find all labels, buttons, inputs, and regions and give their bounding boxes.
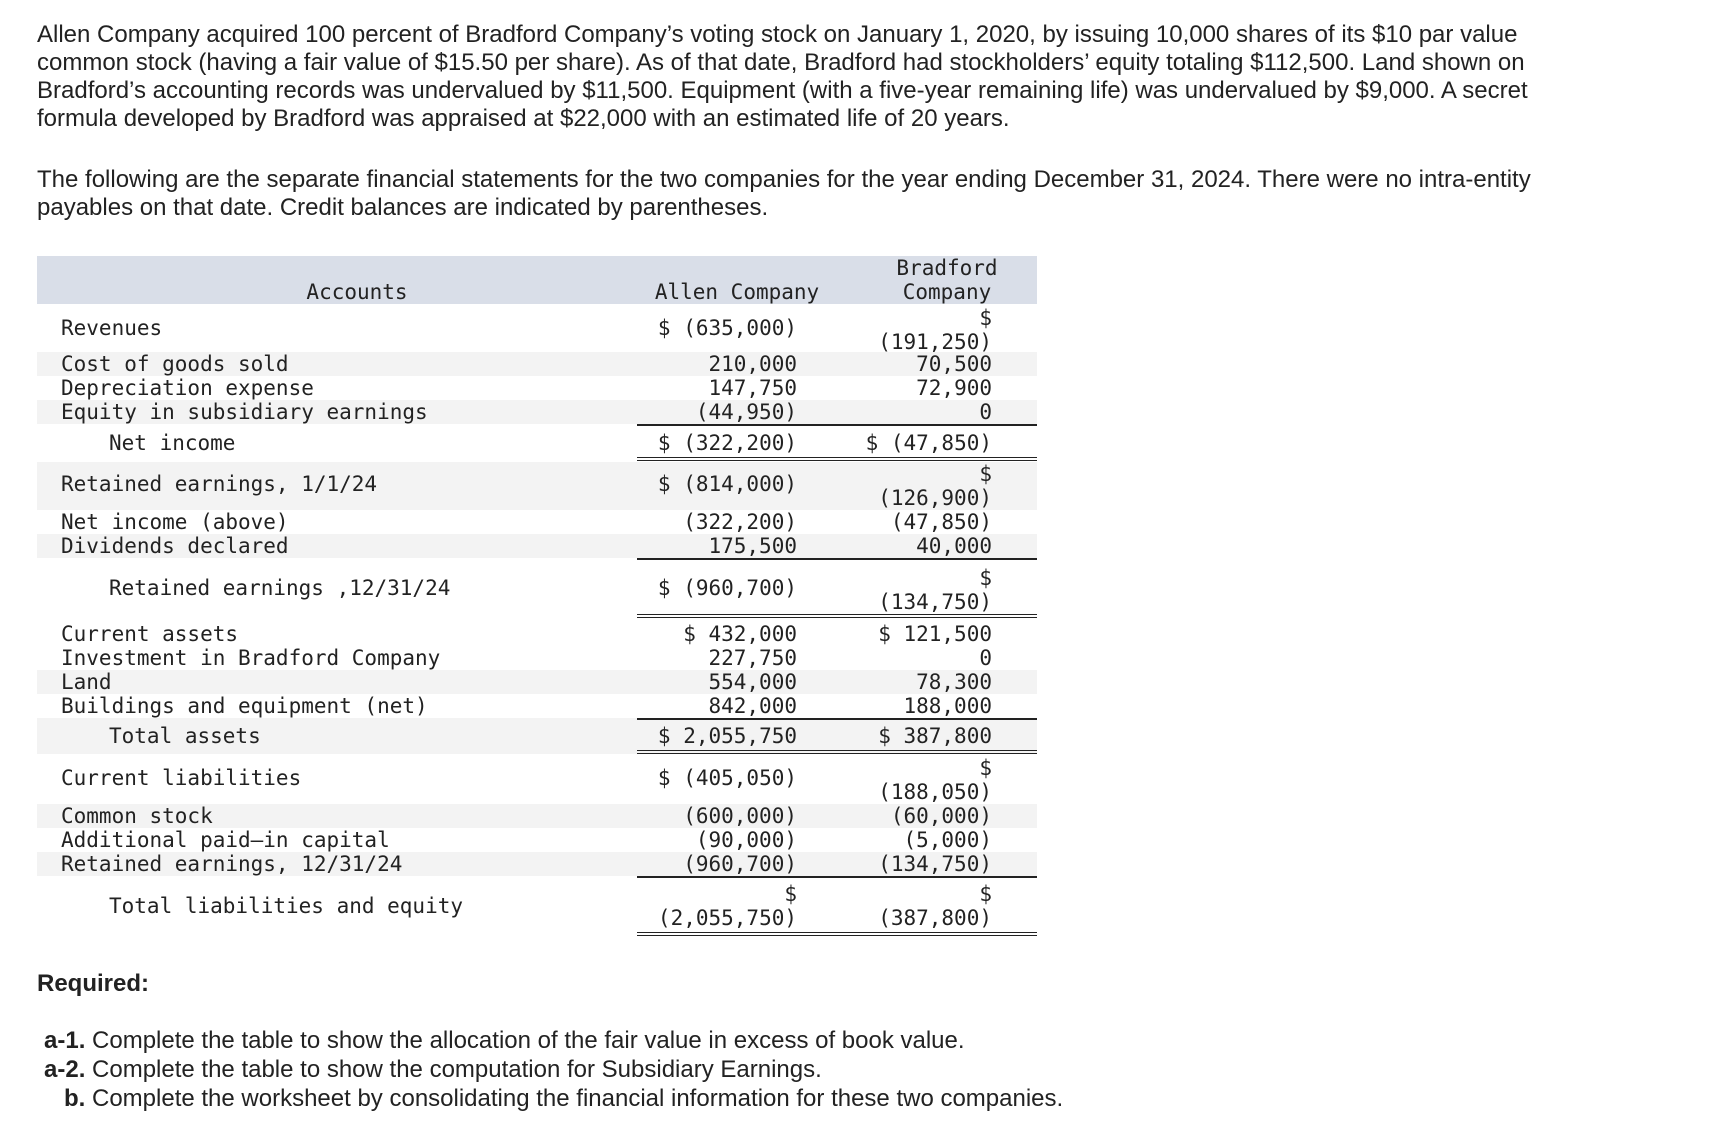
requirement-a1-text: Complete the table to show the allocation of the fair value in excess of book value. bbox=[85, 1027, 965, 1054]
allen-investment: 227,750 bbox=[708, 646, 797, 670]
bradford-net-income: $ (47,850) bbox=[865, 431, 992, 455]
row-label-equity-sub-earnings: Equity in subsidiary earnings bbox=[61, 400, 428, 424]
bradford-apic: (5,000) bbox=[903, 828, 992, 852]
allen-depreciation: 147,750 bbox=[708, 376, 797, 400]
allen-current-liabilities: $ (405,050) bbox=[657, 766, 797, 790]
row-label-re-beginning: Retained earnings, 1/1/24 bbox=[61, 472, 378, 496]
allen-re-ending-2: (960,700) bbox=[683, 852, 797, 876]
allen-cogs: 210,000 bbox=[708, 352, 797, 376]
bradford-re-beginning: (126,900) bbox=[878, 486, 992, 510]
allen-total-le-sign: $ bbox=[784, 882, 797, 906]
bradford-total-liabilities-equity: (387,800) bbox=[878, 906, 992, 930]
intro-paragraph-2: The following are the separate financial statements for the two companies for the year ending December 31, 2024. There were no intra-entity payables on that date. Credit balances are indicated by parentheses. bbox=[37, 166, 1531, 221]
row-label-net-income: Net income bbox=[109, 431, 236, 455]
bradford-re-ending: (134,750) bbox=[878, 590, 992, 614]
row-label-revenues: Revenues bbox=[61, 316, 163, 340]
allen-current-assets: $ 432,000 bbox=[683, 622, 797, 646]
bradford-common-stock: (60,000) bbox=[890, 804, 992, 828]
bradford-current-liabilities: (188,050) bbox=[878, 780, 992, 804]
row-label-current-assets: Current assets bbox=[61, 622, 239, 646]
row-label-total-assets: Total assets bbox=[109, 724, 261, 748]
requirement-b-text: Complete the worksheet by consolidating the financial information for these two companies. bbox=[85, 1085, 1064, 1112]
allen-apic: (90,000) bbox=[695, 828, 797, 852]
bradford-revenues-sign: $ bbox=[979, 306, 992, 330]
requirement-a2 bbox=[44, 1056, 822, 1084]
row-label-dividends: Dividends declared bbox=[61, 534, 289, 558]
allen-total-assets: $ 2,055,750 bbox=[657, 724, 797, 748]
bradford-current-assets: $ 121,500 bbox=[878, 622, 992, 646]
row-label-buildings: Buildings and equipment (net) bbox=[61, 694, 428, 718]
header-accounts: Accounts bbox=[306, 280, 408, 304]
requirement-a2-tag: a-2. bbox=[44, 1056, 86, 1083]
row-label-cogs: Cost of goods sold bbox=[61, 352, 289, 376]
bradford-equity-sub-earnings: 0 bbox=[979, 400, 992, 424]
requirement-b-tag: b. bbox=[64, 1085, 86, 1112]
bradford-total-assets: $ 387,800 bbox=[878, 724, 992, 748]
bradford-net-income-above: (47,850) bbox=[890, 510, 992, 534]
row-label-depreciation: Depreciation expense bbox=[61, 376, 314, 400]
allen-re-beginning: $ (814,000) bbox=[657, 472, 797, 496]
header-allen-company: Allen Company bbox=[654, 280, 820, 304]
row-label-re-ending-2: Retained earnings, 12/31/24 bbox=[61, 852, 403, 876]
bradford-current-liabilities-sign: $ bbox=[979, 756, 992, 780]
bradford-cogs: 70,500 bbox=[916, 352, 992, 376]
required-heading: Required: bbox=[37, 970, 150, 997]
allen-net-income: $ (322,200) bbox=[657, 431, 797, 455]
requirement-a2-text: Complete the table to show the computation for Subsidiary Earnings. bbox=[85, 1056, 822, 1083]
bradford-buildings: 188,000 bbox=[903, 694, 992, 718]
bradford-total-le-sign: $ bbox=[979, 882, 992, 906]
requirement-b bbox=[64, 1085, 1063, 1113]
row-label-investment: Investment in Bradford Company bbox=[61, 646, 441, 670]
bradford-land: 78,300 bbox=[916, 670, 992, 694]
allen-equity-sub-earnings: (44,950) bbox=[695, 400, 797, 424]
allen-land: 554,000 bbox=[708, 670, 797, 694]
bradford-dividends: 40,000 bbox=[916, 534, 992, 558]
row-label-common-stock: Common stock bbox=[61, 804, 213, 828]
bradford-depreciation: 72,900 bbox=[916, 376, 992, 400]
row-label-re-ending: Retained earnings ,12/31/24 bbox=[109, 576, 451, 600]
row-label-net-income-above: Net income (above) bbox=[61, 510, 289, 534]
intro-paragraph-1: Allen Company acquired 100 percent of Bradford Company’s voting stock on January 1, 2020, by issuing 10,000 shares of its $10 par value common stock (having a fair value of $15.50 per share). As of that date, Bradford had stockholders’ equity totaling $112,500. Land shown on Bradford’s accounting records was undervalued by $11,500. Equipment (with a five-year remaining life) was undervalued by $9,000. A secret formula developed by Bradford was appraised at $22,000 with an estimated life of 20 years. bbox=[37, 21, 1528, 132]
row-label-apic: Additional paid–in capital bbox=[61, 828, 390, 852]
allen-common-stock: (600,000) bbox=[683, 804, 797, 828]
allen-re-ending: $ (960,700) bbox=[657, 576, 797, 600]
requirement-a1-tag: a-1. bbox=[44, 1027, 86, 1054]
allen-buildings: 842,000 bbox=[708, 694, 797, 718]
header-bradford-line2: Company bbox=[902, 280, 992, 304]
header-bradford-line1: Bradford bbox=[896, 256, 998, 280]
row-label-current-liabilities: Current liabilities bbox=[61, 766, 302, 790]
bradford-investment: 0 bbox=[979, 646, 992, 670]
bradford-revenues: (191,250) bbox=[878, 330, 992, 354]
allen-revenues: $ (635,000) bbox=[657, 316, 797, 340]
bradford-re-ending-2: (134,750) bbox=[878, 852, 992, 876]
row-label-land: Land bbox=[61, 670, 112, 694]
allen-net-income-above: (322,200) bbox=[683, 510, 797, 534]
row-label-total-liabilities-equity: Total liabilities and equity bbox=[109, 894, 464, 918]
bradford-re-ending-sign: $ bbox=[979, 566, 992, 590]
requirement-a1 bbox=[44, 1027, 965, 1055]
bradford-re-beginning-sign: $ bbox=[979, 462, 992, 486]
allen-dividends: 175,500 bbox=[708, 534, 797, 558]
allen-total-liabilities-equity: (2,055,750) bbox=[657, 906, 797, 930]
